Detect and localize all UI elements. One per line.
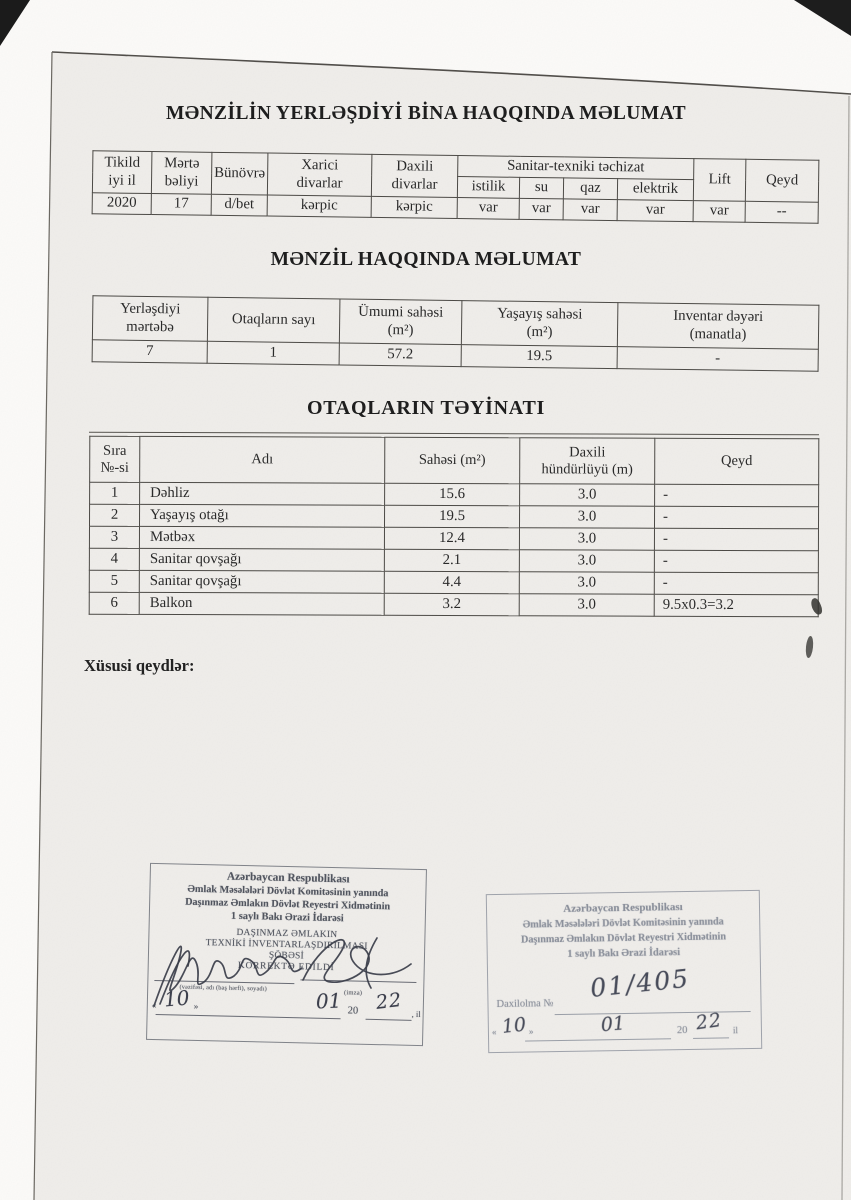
room-area: 15.6 (385, 483, 520, 505)
room-row (89, 504, 818, 529)
handwritten-entry-number: 01/405 (588, 963, 692, 1003)
handwritten-day: 10 (163, 985, 191, 1012)
header-gas: qaz (563, 178, 617, 200)
room-height: 3.0 (519, 506, 654, 528)
value-total-area: 57.2 (339, 343, 461, 367)
rooms-header-row (90, 436, 819, 485)
header-living-area-l2: (m²) (526, 323, 553, 340)
header-floor-l1: Yerləşdiyi (120, 301, 181, 318)
year-line (366, 1019, 412, 1021)
header-heating: istilik (457, 177, 519, 199)
header-note: Qeyd (745, 159, 819, 202)
header-floors-l1: Mərtə (164, 155, 200, 173)
stamp-org-line: Əmlak Məsələləri Dövlət Komitəsinin yanında (522, 916, 724, 931)
room-area: 19.5 (384, 505, 519, 527)
header-int-l1: Daxili (396, 158, 434, 176)
header-inventory-value (617, 303, 819, 350)
value-lift: var (693, 201, 745, 223)
value-floors: 17 (151, 194, 211, 216)
entry-number-label: Daxilolma № (496, 998, 554, 1011)
header-year-l1: Tikild (104, 154, 141, 172)
year-line (693, 1037, 729, 1039)
header-no-l2: №-si (100, 459, 129, 476)
header-floors (151, 152, 212, 195)
room-height: 3.0 (519, 572, 654, 594)
header-total-area-l2: (m²) (387, 321, 414, 338)
header-floor-located (92, 296, 208, 342)
year-suffix: , il (411, 1008, 421, 1020)
header-no-l1: Sıra (103, 442, 127, 459)
room-name: Mətbəx (139, 526, 384, 549)
header-lift: Lift (693, 159, 746, 202)
room-note: 9.5x0.3=3.2 (654, 594, 818, 617)
special-notes-label: Xüsusi qeydlər: (84, 656, 195, 675)
room-name: Yaşayış otağı (139, 504, 384, 527)
stamp-org-line: Daşınmaz Əmlakın Dövlət Reyestri Xidmətinin (185, 896, 391, 913)
header-ext-l1: Xarici (301, 157, 339, 174)
value-gas: var (563, 199, 617, 221)
signature-caption: (vəzifəsi, adı (baş hərfi), soyadı) (179, 983, 267, 993)
header-living-area (461, 301, 618, 347)
value-floor-located: 7 (92, 340, 207, 364)
stamp-dept-line: TEXNİKİ İNVENTARLAŞDIRILMASI (205, 938, 368, 952)
header-inventory-l2: (manatla) (689, 325, 747, 343)
official-signature-1 (146, 922, 311, 1010)
rooms-table (89, 436, 820, 618)
room-no: 6 (89, 592, 139, 614)
open-quote: « (151, 999, 157, 1011)
apartment-section-title: MƏNZİL HAQQINDA MƏLUMAT (270, 249, 582, 270)
stamp-org-line: Daşınmaz Əmlakın Dövlət Reyestri Xidmətinin (520, 931, 727, 946)
room-row (89, 526, 818, 551)
room-no: 4 (89, 548, 139, 570)
value-heating: var (457, 198, 519, 220)
value-note: -- (745, 201, 818, 223)
date-line (156, 1014, 341, 1019)
header-total-area (339, 299, 462, 345)
room-height: 3.0 (520, 484, 655, 506)
official-signature-2 (293, 930, 423, 994)
header-year (92, 151, 152, 194)
room-no: 1 (90, 482, 140, 504)
room-height: 3.0 (519, 594, 654, 616)
header-living-area-l1: Yaşayış sahəsi (497, 306, 583, 324)
header-room-note: Qeyd (655, 438, 819, 485)
handwritten-year: 22 (694, 1008, 724, 1035)
room-name: Sanitar qovşağı (139, 548, 384, 571)
header-int-l2: divarlar (391, 175, 438, 193)
handwritten-month: 01 (599, 1012, 626, 1037)
year-prefix: 20 (676, 1025, 688, 1037)
room-row (90, 482, 819, 507)
open-quote: « (491, 1027, 497, 1038)
stamp-org-line: Azərbaycan Respublikası (226, 870, 350, 886)
stamp-action-line: KORREKTƏ EDİLDİ (237, 960, 335, 974)
room-area: 3.2 (384, 593, 519, 615)
room-note: - (655, 484, 819, 507)
right-office-stamp (486, 890, 762, 1053)
building-info-table (92, 150, 820, 224)
stamp-dept-line: DAŞINMAZ ƏMLAKIN (236, 927, 338, 941)
room-area: 12.4 (384, 527, 519, 549)
imza-caption: (imza) (343, 989, 363, 997)
header-room-count: Otaqların sayı (207, 297, 340, 343)
header-height-l1: Daxili (569, 444, 606, 461)
handwritten-year: 22 (374, 988, 404, 1014)
stamp-org-line: 1 saylı Bakı Ərazi İdarəsi (567, 947, 681, 960)
header-inventory-l1: Inventar dəyəri (673, 308, 764, 326)
close-quote: » (193, 1000, 199, 1012)
value-water: var (519, 198, 563, 220)
header-interior-walls (371, 154, 458, 197)
handwritten-month: 01 (315, 988, 342, 1014)
value-room-count: 1 (207, 341, 339, 365)
header-total-area-l1: Ümumi sahəsi (358, 304, 444, 322)
room-no: 3 (89, 526, 139, 548)
room-note: - (654, 528, 818, 551)
header-foundation: Bünövrə (211, 152, 268, 195)
room-height: 3.0 (519, 528, 654, 550)
header-row-number (90, 436, 140, 482)
room-area: 2.1 (384, 549, 519, 571)
header-room-area: Sahəsi (m²) (385, 437, 520, 483)
header-ext-l2: divarlar (296, 174, 343, 192)
room-row (89, 548, 818, 573)
value-interior-walls: kərpic (371, 196, 457, 218)
room-name: Balkon (139, 592, 384, 615)
value-exterior-walls: kərpic (267, 195, 371, 217)
room-no: 5 (89, 570, 139, 592)
value-electricity: var (617, 200, 693, 222)
stamp-dept-line: ŞÖBƏSİ (268, 950, 305, 962)
room-area: 4.4 (384, 571, 519, 593)
room-name: Sanitar qovşağı (139, 570, 384, 593)
stamp-org-line: Azərbaycan Respublikası (563, 901, 683, 915)
room-note: - (654, 572, 818, 595)
year-prefix: 20 (347, 1005, 359, 1017)
room-note: - (654, 550, 818, 573)
room-note: - (654, 506, 818, 529)
header-floors-l2: bəliyi (164, 172, 199, 190)
year-suffix: il (732, 1025, 739, 1036)
room-height: 3.0 (519, 550, 654, 572)
close-quote: » (528, 1026, 534, 1037)
value-year: 2020 (92, 193, 151, 215)
header-room-height (520, 438, 655, 484)
header-electricity: elektrik (617, 179, 693, 201)
room-name: Dəhliz (140, 482, 385, 505)
stamp-org-line: Əmlak Məsələləri Dövlət Komitəsinin yanında (187, 883, 389, 900)
stamp-org-line: 1 saylı Bakı Ərazi İdarəsi (230, 910, 344, 925)
header-height-l2: hündürlüyü (m) (541, 460, 633, 478)
header-sanitary-group: Sanitar-texniki təchizat (458, 156, 694, 180)
room-no: 2 (89, 504, 139, 526)
date-line (525, 1038, 671, 1041)
room-row (89, 592, 818, 617)
room-row (89, 570, 818, 595)
apartment-info-table (92, 295, 820, 372)
rooms-section-title: OTAQLARIN TƏYİNATI (307, 397, 545, 419)
value-foundation: d/bet (211, 194, 267, 216)
header-exterior-walls (267, 153, 372, 196)
header-floor-l2: mərtəbə (126, 318, 174, 335)
header-room-name: Adı (140, 436, 385, 483)
value-inventory: - (617, 347, 818, 372)
building-section-title: MƏNZİLİN YERLƏŞDİYİ BİNA HAQQINDA MƏLUMAT (165, 103, 687, 124)
header-year-l2: iyi il (108, 171, 136, 189)
value-living-area: 19.5 (461, 345, 617, 369)
handwritten-day: 10 (500, 1013, 528, 1038)
header-water: su (519, 177, 563, 199)
